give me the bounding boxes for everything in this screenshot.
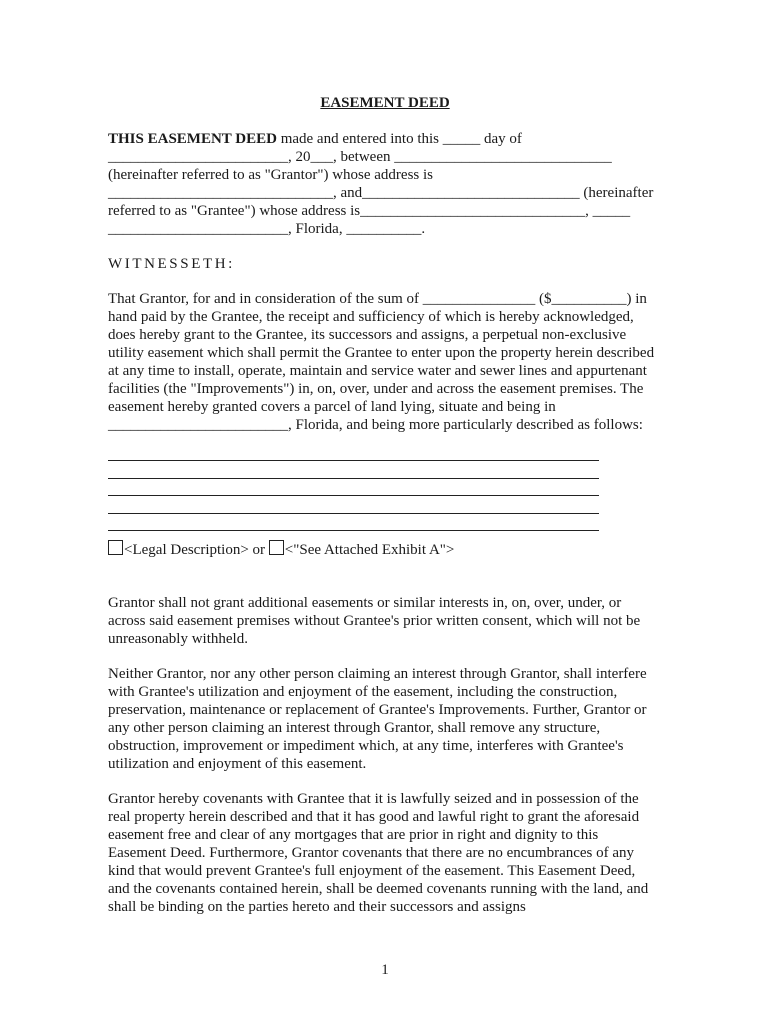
intro-line [108, 130, 668, 148]
consideration-line: facilities (the "Improvements") in, on, over, under and across the easement premises. The [108, 381, 644, 397]
consideration-paragraph [108, 290, 668, 434]
blank-line [108, 478, 599, 479]
paragraph-line: shall be binding on the parties hereto and their successors and assigns [108, 899, 526, 915]
consideration-line: does hereby grant to the Grantee, its successors and assigns, a perpetual non-exclusive [108, 327, 627, 343]
intro-line: referred to as "Grantee") whose address is______________________________, _____ [108, 203, 631, 219]
blank-line [108, 460, 599, 461]
consideration-line: easement hereby granted covers a parcel of land lying, situate and being in [108, 399, 556, 415]
legal-description-checkbox[interactable] [108, 540, 123, 555]
blank-line [108, 530, 599, 531]
legal-description-label: <Legal Description> or [124, 542, 269, 558]
consideration-line: ________________________, Florida, and being more particularly described as follows: [108, 417, 643, 433]
description-options [108, 540, 454, 559]
intro-paragraph [108, 130, 668, 238]
intro-line: (hereinafter referred to as "Grantor") whose address is [108, 167, 434, 183]
covenants-paragraph [108, 790, 668, 916]
intro-line: ________________________, 20___, between _____________________________ [108, 149, 612, 165]
intro-line: ______________________________, and_____________________________ (hereinafter [108, 185, 654, 201]
intro-bold-text: THIS EASEMENT DEED [108, 131, 277, 147]
paragraph-line: obstruction, improvement or impediment which, at any time, interferes with Grantee's [108, 738, 624, 754]
paragraph-line: real property herein described and that it has good and lawful right to grant the aforesaid [108, 809, 640, 825]
paragraph-line: and the covenants contained herein, shall be deemed covenants running with the land, and [108, 881, 649, 897]
intro-line-text: made and entered into this _____ day of [276, 131, 522, 147]
paragraph-line: preservation, maintenance or replacement of Grantee's Improvements. Further, Grantor or [108, 702, 647, 718]
paragraph-line: easement free and clear of any mortgages that are prior in right and dignity to this [108, 827, 599, 843]
paragraph-line: kind that would prevent Grantee's full enjoyment of the easement. This Easement Deed, [108, 863, 636, 879]
consideration-line: at any time to install, operate, maintain and service water and sewer lines and appurtenant [108, 363, 647, 379]
paragraph-line: Neither Grantor, nor any other person claiming an interest through Grantor, shall interfere [108, 666, 647, 682]
paragraph-line: Grantor shall not grant additional easements or similar interests in, on, over, under, or [108, 595, 622, 611]
paragraph-line: with Grantee's utilization and enjoyment of the easement, including the construction, [108, 684, 618, 700]
paragraph-line: across said easement premises without Grantee's prior written consent, which will not be [108, 613, 641, 629]
consideration-line: utility easement which shall permit the Grantee to enter upon the property herein described [108, 345, 655, 361]
paragraph-line: Easement Deed. Furthermore, Grantor covenants that there are no encumbrances of any [108, 845, 635, 861]
no-interference-paragraph [108, 665, 668, 773]
exhibit-a-checkbox[interactable] [269, 540, 284, 555]
no-additional-easements-paragraph [108, 594, 668, 648]
legal-description-blank-lines [108, 460, 599, 548]
consideration-line: hand paid by the Grantee, the receipt and sufficiency of which is hereby acknowledged, [108, 309, 634, 325]
paragraph-line: utilization and enjoyment of this easement. [108, 756, 367, 772]
consideration-line: That Grantor, for and in consideration of the sum of _______________ ($__________) in [108, 291, 647, 307]
exhibit-a-label: <"See Attached Exhibit A"> [284, 542, 455, 558]
witnesseth-heading: WITNESSETH: [108, 256, 235, 272]
paragraph-line: Grantor hereby covenants with Grantee that it is lawfully seized and in possession of the [108, 791, 639, 807]
paragraph-line: any other person claiming an interest through Grantor, shall remove any structure, [108, 720, 601, 736]
document-title: EASEMENT DEED [320, 95, 450, 111]
intro-line: ________________________, Florida, __________. [108, 221, 426, 237]
blank-line [108, 513, 599, 514]
page-number: 1 [381, 962, 389, 978]
blank-line [108, 495, 599, 496]
paragraph-line: unreasonably withheld. [108, 631, 248, 647]
